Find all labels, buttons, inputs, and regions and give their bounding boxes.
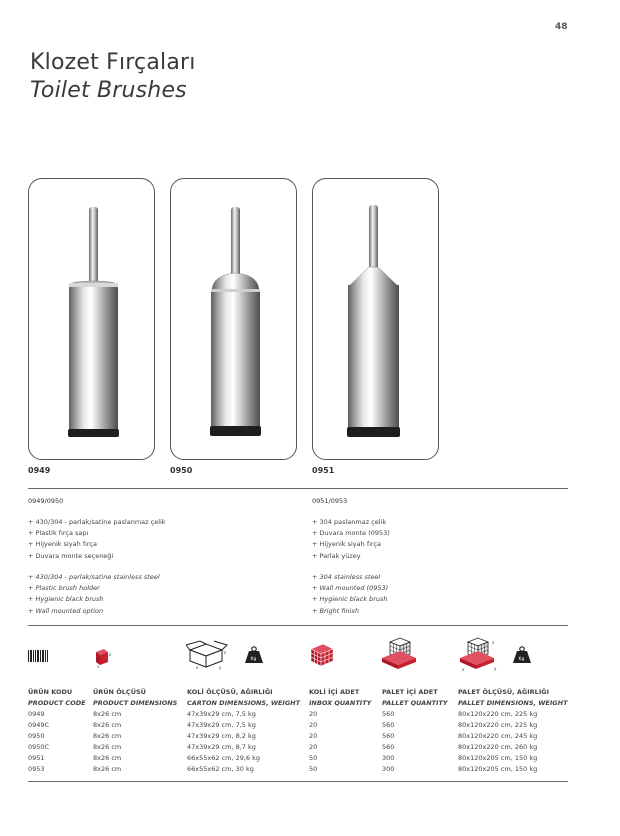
product-code-0951: 0951	[312, 466, 335, 475]
table-cell: 0950C	[28, 742, 50, 751]
feature-list-tr	[28, 517, 166, 562]
product-image-0950	[170, 178, 297, 460]
feature-item: + Duvara monte (0953)	[312, 529, 390, 538]
table-cell: 8x26 cm	[93, 753, 122, 762]
page-number: 48	[555, 22, 568, 32]
table-cell: 300	[382, 764, 395, 773]
column-header: PALET İÇİ ADET	[382, 687, 438, 696]
spec-table	[28, 686, 568, 774]
feature-list-en	[312, 572, 388, 617]
table-cell: 560	[382, 720, 395, 729]
table-cell: 47x39x29 cm, 7,5 kg	[187, 720, 256, 729]
feature-list-en	[28, 572, 160, 617]
product-image-0949	[28, 178, 155, 460]
table-cell: 8x26 cm	[93, 731, 122, 740]
table-cell: 80x120x220 cm, 245 kg	[458, 731, 538, 740]
feature-item: + 430/304 - parlak/satine stainless steel	[28, 573, 160, 581]
pallet-quantity-icon	[380, 634, 418, 670]
table-row	[28, 719, 568, 730]
weight-label: Kg	[518, 657, 525, 662]
table-cell: 0951	[28, 753, 45, 762]
barcode-icon	[28, 650, 48, 662]
table-cell: 20	[309, 709, 318, 718]
feature-item: + 304 paslanmaz çelik	[312, 518, 387, 526]
table-cell: 0949C	[28, 720, 50, 729]
column-header: PRODUCT CODE	[28, 698, 86, 707]
table-row	[28, 752, 568, 763]
table-cell: 66x55x62 cm, 29,6 kg	[187, 753, 261, 762]
column-header: KOLİ İÇİ ADET	[309, 687, 360, 696]
table-cell: 20	[309, 742, 318, 751]
inbox-quantity-icon	[309, 642, 335, 668]
feature-item: + Wall mounted (0953)	[312, 584, 389, 593]
table-cell: 560	[382, 742, 395, 751]
feature-item: + Bright finish	[312, 606, 359, 615]
page-subtitle: Toilet Brushes	[30, 78, 187, 103]
table-cell: 50	[309, 753, 318, 762]
feature-item: + Hijyenik siyah fırça	[28, 540, 98, 549]
pallet-weight-icon	[512, 646, 532, 664]
feature-item: + Plastik fırça sapı	[28, 529, 89, 538]
table-cell: 8x26 cm	[93, 709, 122, 718]
column-header: PALLET DIMENSIONS, WEIGHT	[458, 698, 568, 707]
feature-item: + Hygienic black brush	[312, 595, 388, 604]
page-title: Klozet Fırçaları	[30, 50, 196, 75]
table-cell: 47x39x29 cm, 8,2 kg	[187, 731, 256, 740]
column-header: KOLİ ÖLÇÜSÜ, AĞIRLIĞI	[187, 687, 273, 696]
table-cell: 300	[382, 753, 395, 762]
table-cell: 66x55x62 cm, 30 kg	[187, 764, 254, 773]
column-header: PRODUCT DIMENSIONS	[93, 698, 178, 707]
table-cell: 80x120x220 cm, 260 kg	[458, 742, 538, 751]
table-row	[28, 741, 568, 752]
table-cell: 8x26 cm	[93, 720, 122, 729]
table-cell: 8x26 cm	[93, 742, 122, 751]
spec-icons-row	[28, 634, 568, 674]
table-cell: 8x26 cm	[93, 764, 122, 773]
feature-list-tr	[312, 517, 390, 562]
column-header: ÜRÜN ÖLÇÜSÜ	[93, 687, 146, 696]
table-row	[28, 730, 568, 741]
feature-item: + 304 stainless steel	[312, 573, 381, 581]
divider	[28, 625, 568, 626]
feature-item: + Wall mounted option	[28, 606, 104, 615]
weight-icon	[244, 646, 264, 664]
column-header: INBOX QUANTITY	[309, 698, 372, 707]
table-cell: 80x120x205 cm, 150 kg	[458, 764, 538, 773]
table-cell: 80x120x220 cm, 225 kg	[458, 709, 538, 718]
feature-item: + Duvara monte seçeneği	[28, 551, 114, 560]
divider	[28, 488, 568, 489]
weight-label: Kg	[250, 657, 257, 662]
axis-label: z	[109, 652, 112, 657]
product-image-0951	[312, 178, 439, 460]
table-cell: 20	[309, 731, 318, 740]
table-cell: 20	[309, 720, 318, 729]
feature-item: + Parlak yüzey	[312, 551, 361, 560]
feature-item: + 430/304 - parlak/satine paslanmaz çelik	[28, 518, 166, 526]
axis-label: x	[196, 665, 199, 670]
axis-label: y	[97, 664, 100, 668]
column-header: PALLET QUANTITY	[382, 698, 448, 707]
product-box-icon	[92, 646, 114, 668]
feature-item: + Hijyenik siyah fırça	[312, 540, 382, 549]
pallet-dimensions-icon	[456, 634, 498, 672]
column-header: PALET ÖLÇÜSÜ, AĞIRLIĞI	[458, 687, 549, 696]
table-cell: 560	[382, 709, 395, 718]
table-row	[28, 763, 568, 774]
table-cell: 80x120x220 cm, 225 kg	[458, 720, 538, 729]
table-row	[28, 708, 568, 719]
table-cell: 80x120x205 cm, 150 kg	[458, 753, 538, 762]
axis-label: y	[219, 665, 222, 670]
axis-label: z	[492, 640, 495, 645]
table-cell: 0953	[28, 764, 45, 773]
feature-group-title: 0949/0950	[28, 497, 64, 505]
column-header: ÜRÜN KODU	[28, 687, 73, 696]
table-cell: 560	[382, 731, 395, 740]
axis-label: x	[462, 667, 465, 672]
table-cell: 47x39x29 cm, 7,5 kg	[187, 709, 256, 718]
table-cell: 47x39x29 cm, 8,7 kg	[187, 742, 256, 751]
carton-box-icon	[186, 640, 230, 670]
axis-label: y	[494, 666, 497, 671]
feature-item: + Plastic brush holder	[28, 584, 100, 593]
table-header-row-tr	[28, 686, 568, 697]
feature-item: + Hygienic black brush	[28, 595, 104, 604]
table-cell: 50	[309, 764, 318, 773]
column-header: CARTON DIMENSIONS, WEIGHT	[187, 698, 301, 707]
product-code-0949: 0949	[28, 466, 51, 475]
divider	[28, 781, 568, 782]
table-cell: 0949	[28, 709, 45, 718]
table-header-row-en	[28, 697, 568, 708]
feature-group-title: 0951/0953	[312, 497, 348, 505]
axis-label: z	[224, 650, 227, 655]
product-code-0950: 0950	[170, 466, 193, 475]
table-cell: 0950	[28, 731, 45, 740]
